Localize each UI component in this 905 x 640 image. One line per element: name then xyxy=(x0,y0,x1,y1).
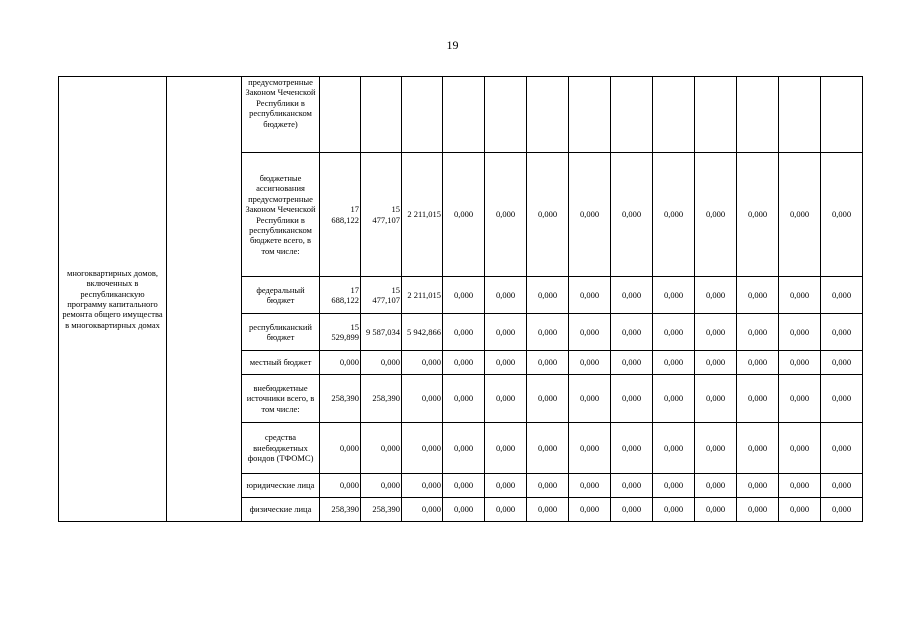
value-cell: 0,000 xyxy=(527,375,569,423)
value-cell: 0,000 xyxy=(821,375,863,423)
value-cell: 0,000 xyxy=(695,277,737,314)
value-cell: 0,000 xyxy=(737,153,779,277)
value-cell: 17 688,122 xyxy=(320,277,361,314)
value-cell: 0,000 xyxy=(737,375,779,423)
value-cell: 0,000 xyxy=(821,474,863,498)
value-cell: 258,390 xyxy=(361,498,402,522)
value-cell: 0,000 xyxy=(779,314,821,351)
value-cell: 0,000 xyxy=(611,423,653,474)
value-cell: 0,000 xyxy=(485,423,527,474)
value-cell xyxy=(402,77,443,153)
value-cell xyxy=(320,77,361,153)
value-cell xyxy=(653,77,695,153)
value-cell: 0,000 xyxy=(779,277,821,314)
value-cell xyxy=(821,77,863,153)
value-cell: 0,000 xyxy=(443,498,485,522)
value-cell: 0,000 xyxy=(443,474,485,498)
value-cell: 0,000 xyxy=(695,375,737,423)
value-cell: 0,000 xyxy=(611,474,653,498)
funding-source-cell: бюджетные ассигнования предусмотренные Законом Чеченской Республики в республиканском бюджете всего, в том числе: xyxy=(242,153,320,277)
value-cell: 0,000 xyxy=(320,423,361,474)
value-cell: 9 587,034 xyxy=(361,314,402,351)
value-cell xyxy=(779,77,821,153)
value-cell: 0,000 xyxy=(695,314,737,351)
value-cell: 0,000 xyxy=(611,375,653,423)
blank-cell xyxy=(167,77,242,522)
value-cell: 0,000 xyxy=(485,375,527,423)
value-cell: 0,000 xyxy=(737,351,779,375)
value-cell: 258,390 xyxy=(320,375,361,423)
value-cell: 0,000 xyxy=(653,498,695,522)
value-cell: 0,000 xyxy=(485,351,527,375)
value-cell: 0,000 xyxy=(569,498,611,522)
value-cell: 0,000 xyxy=(779,375,821,423)
value-cell: 0,000 xyxy=(402,474,443,498)
value-cell: 15 477,107 xyxy=(361,277,402,314)
value-cell: 0,000 xyxy=(695,498,737,522)
value-cell: 0,000 xyxy=(569,375,611,423)
value-cell: 0,000 xyxy=(569,474,611,498)
value-cell: 0,000 xyxy=(821,351,863,375)
value-cell: 0,000 xyxy=(320,351,361,375)
value-cell: 0,000 xyxy=(443,277,485,314)
value-cell: 0,000 xyxy=(653,277,695,314)
value-cell: 0,000 xyxy=(821,277,863,314)
value-cell: 0,000 xyxy=(653,314,695,351)
value-cell: 0,000 xyxy=(821,314,863,351)
value-cell: 0,000 xyxy=(779,423,821,474)
value-cell: 0,000 xyxy=(821,498,863,522)
funding-source-cell: средства внебюджетных фондов (ТФОМС) xyxy=(242,423,320,474)
value-cell: 0,000 xyxy=(527,314,569,351)
value-cell: 17 688,122 xyxy=(320,153,361,277)
value-cell: 0,000 xyxy=(653,351,695,375)
value-cell: 0,000 xyxy=(485,314,527,351)
value-cell: 0,000 xyxy=(611,314,653,351)
value-cell: 0,000 xyxy=(485,153,527,277)
value-cell: 0,000 xyxy=(653,375,695,423)
value-cell: 0,000 xyxy=(737,277,779,314)
funding-source-cell: физические лица xyxy=(242,498,320,522)
value-cell: 0,000 xyxy=(569,153,611,277)
value-cell: 0,000 xyxy=(485,474,527,498)
value-cell: 0,000 xyxy=(695,474,737,498)
page-number: 19 xyxy=(446,38,459,52)
value-cell: 0,000 xyxy=(611,153,653,277)
value-cell: 0,000 xyxy=(737,314,779,351)
value-cell xyxy=(485,77,527,153)
value-cell: 5 942,866 xyxy=(402,314,443,351)
value-cell: 2 211,015 xyxy=(402,277,443,314)
value-cell: 0,000 xyxy=(821,423,863,474)
value-cell: 0,000 xyxy=(443,423,485,474)
value-cell: 0,000 xyxy=(611,498,653,522)
value-cell: 0,000 xyxy=(402,423,443,474)
value-cell: 0,000 xyxy=(653,153,695,277)
value-cell: 0,000 xyxy=(485,277,527,314)
table-row xyxy=(59,77,863,153)
value-cell: 0,000 xyxy=(653,474,695,498)
value-cell: 0,000 xyxy=(653,423,695,474)
value-cell: 0,000 xyxy=(443,153,485,277)
value-cell xyxy=(443,77,485,153)
funding-source-cell: предусмотренные Законом Чеченской Республики в республиканском бюджете) xyxy=(242,77,320,153)
value-cell xyxy=(361,77,402,153)
value-cell: 0,000 xyxy=(443,314,485,351)
value-cell: 0,000 xyxy=(527,153,569,277)
value-cell xyxy=(611,77,653,153)
budget-table xyxy=(58,76,863,522)
value-cell: 0,000 xyxy=(821,153,863,277)
funding-source-cell: республиканский бюджет xyxy=(242,314,320,351)
value-cell: 0,000 xyxy=(320,474,361,498)
value-cell: 0,000 xyxy=(737,423,779,474)
value-cell: 0,000 xyxy=(527,498,569,522)
value-cell: 0,000 xyxy=(695,351,737,375)
value-cell: 0,000 xyxy=(779,351,821,375)
value-cell: 15 477,107 xyxy=(361,153,402,277)
value-cell: 0,000 xyxy=(527,351,569,375)
value-cell: 0,000 xyxy=(779,153,821,277)
value-cell: 0,000 xyxy=(527,423,569,474)
value-cell: 2 211,015 xyxy=(402,153,443,277)
value-cell xyxy=(695,77,737,153)
value-cell: 0,000 xyxy=(611,277,653,314)
value-cell: 0,000 xyxy=(527,474,569,498)
value-cell: 0,000 xyxy=(737,498,779,522)
value-cell: 0,000 xyxy=(402,375,443,423)
value-cell: 0,000 xyxy=(527,277,569,314)
funding-source-cell: внебюджетные источники всего, в том числе: xyxy=(242,375,320,423)
value-cell: 0,000 xyxy=(779,498,821,522)
value-cell: 0,000 xyxy=(695,423,737,474)
value-cell: 0,000 xyxy=(569,277,611,314)
funding-source-cell: юридические лица xyxy=(242,474,320,498)
value-cell: 0,000 xyxy=(737,474,779,498)
value-cell: 15 529,899 xyxy=(320,314,361,351)
value-cell xyxy=(527,77,569,153)
funding-source-cell: федеральный бюджет xyxy=(242,277,320,314)
value-cell: 0,000 xyxy=(695,153,737,277)
value-cell: 0,000 xyxy=(443,351,485,375)
value-cell: 0,000 xyxy=(443,375,485,423)
value-cell: 0,000 xyxy=(361,351,402,375)
value-cell: 258,390 xyxy=(361,375,402,423)
value-cell: 258,390 xyxy=(320,498,361,522)
funding-source-cell: местный бюджет xyxy=(242,351,320,375)
value-cell xyxy=(569,77,611,153)
value-cell: 0,000 xyxy=(779,474,821,498)
value-cell: 0,000 xyxy=(402,351,443,375)
object-name-cell: многоквартирных домов, включенных в республиканскую программу капитального ремонта общего имущества в многоквартирных домах xyxy=(59,77,167,522)
value-cell: 0,000 xyxy=(611,351,653,375)
value-cell: 0,000 xyxy=(569,423,611,474)
value-cell: 0,000 xyxy=(485,498,527,522)
value-cell: 0,000 xyxy=(569,314,611,351)
value-cell xyxy=(737,77,779,153)
value-cell: 0,000 xyxy=(361,474,402,498)
value-cell: 0,000 xyxy=(569,351,611,375)
value-cell: 0,000 xyxy=(402,498,443,522)
value-cell: 0,000 xyxy=(361,423,402,474)
